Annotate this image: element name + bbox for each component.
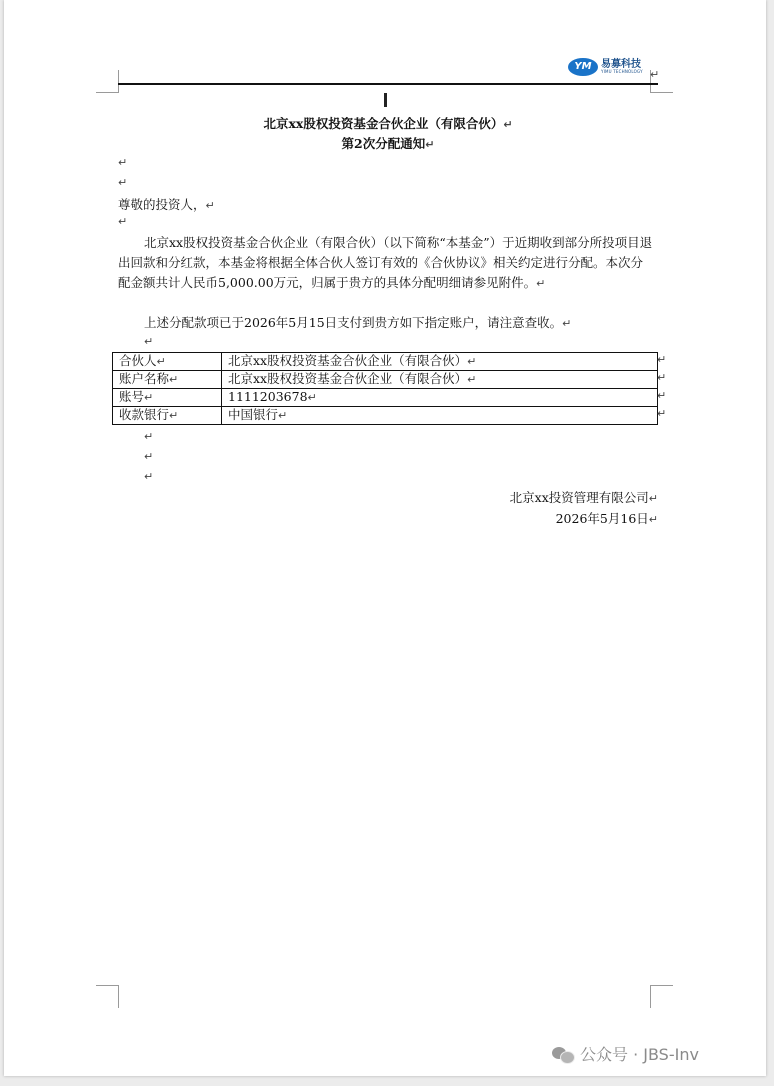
logo-mark-icon: YM (568, 58, 598, 76)
signature-date[interactable]: 2026年5月16日↵ (555, 511, 658, 526)
table-value-cell[interactable]: 北京xx股权投资基金合伙企业（有限合伙）↵ (222, 371, 658, 389)
table-row (113, 353, 658, 371)
paragraph-mark-icon: ↵ (205, 199, 215, 212)
paragraph-mark-icon: ↵ (169, 409, 179, 422)
watermark-text: 公众号 · JBS-Inv (580, 1045, 699, 1064)
paragraph-mark-icon: ↵ (278, 409, 288, 422)
account-table (112, 352, 658, 425)
text-cursor (384, 93, 387, 107)
table-row (113, 407, 658, 425)
logo-english-name: YIMU TECHNOLOGY (601, 69, 643, 74)
margin-corner-bottom-right (650, 985, 673, 1008)
paragraph-mark-icon: ↵ (118, 176, 128, 189)
table-value-cell[interactable]: 1111203678↵ (222, 389, 658, 407)
table-value-cell[interactable]: 北京xx股权投资基金合伙企业（有限合伙）↵ (222, 353, 658, 371)
wechat-watermark (552, 1042, 699, 1065)
margin-corner-bottom-left (96, 985, 119, 1008)
company-logo (568, 58, 643, 76)
table-key-cell[interactable]: 账户名称↵ (113, 371, 222, 389)
paragraph-mark-icon: ↵ (144, 470, 154, 483)
table-key-cell[interactable]: 账号↵ (113, 389, 222, 407)
row-end-mark-icon: ↵ (657, 371, 667, 384)
paragraph-mark-icon: ↵ (648, 492, 658, 505)
paragraph-mark-icon: ↵ (118, 156, 128, 169)
logo-chinese-name: 易募科技 (601, 59, 641, 70)
paragraph-mark-icon: ↵ (144, 430, 154, 443)
paragraph-mark-icon: ↵ (307, 391, 317, 404)
row-end-mark-icon: ↵ (657, 389, 667, 402)
body-paragraph-2[interactable]: 上述分配款项已于2026年5月15日支付到贵方如下指定账户，请注意查收。↵ (144, 315, 572, 330)
paragraph-mark-icon: ↵ (562, 317, 572, 330)
table-row (113, 389, 658, 407)
paragraph-mark-icon: ↵ (156, 355, 166, 368)
row-end-mark-icon: ↵ (657, 353, 667, 366)
paragraph-mark-icon: ↵ (144, 391, 154, 404)
paragraph-mark-icon: ↵ (648, 513, 658, 526)
paragraph-mark-icon: ↵ (425, 138, 435, 151)
row-end-mark-icon: ↵ (657, 407, 667, 420)
paragraph-mark-icon: ↵ (144, 450, 154, 463)
paragraph-mark-icon: ↵ (467, 355, 477, 368)
table-key-cell[interactable]: 合伙人↵ (113, 353, 222, 371)
margin-corner-top-left (96, 70, 119, 93)
body-paragraph-1[interactable]: 北京xx股权投资基金合伙企业（有限合伙）（以下简称“本基金”）于近期收到部分所投项目退出回款和分红款，本基金将根据全体合伙人签订有效的《合伙协议》相关约定进行分配。本次分配金额共计人民币5,000.00万元，归属于贵方的具体分配明细请参见附件。↵ (118, 235, 653, 290)
paragraph-mark-icon: ↵ (503, 118, 513, 131)
signature-company[interactable]: 北京xx投资管理有限公司↵ (509, 490, 658, 505)
paragraph-mark-icon: ↵ (650, 68, 660, 81)
table-value-cell[interactable]: 中国银行↵ (222, 407, 658, 425)
paragraph-mark-icon: ↵ (536, 277, 546, 290)
table-row (113, 371, 658, 389)
document-subtitle[interactable]: 第2次分配通知↵ (341, 136, 435, 151)
table-key-cell[interactable]: 收款银行↵ (113, 407, 222, 425)
paragraph-mark-icon: ↵ (144, 335, 154, 348)
paragraph-mark-icon: ↵ (467, 373, 477, 386)
document-title[interactable]: 北京xx股权投资基金合伙企业（有限合伙）↵ (263, 116, 513, 131)
salutation[interactable]: 尊敬的投资人，↵ (118, 197, 215, 212)
header-rule (118, 83, 658, 85)
wechat-icon (552, 1045, 574, 1063)
paragraph-mark-icon: ↵ (169, 373, 179, 386)
paragraph-mark-icon: ↵ (118, 215, 128, 228)
